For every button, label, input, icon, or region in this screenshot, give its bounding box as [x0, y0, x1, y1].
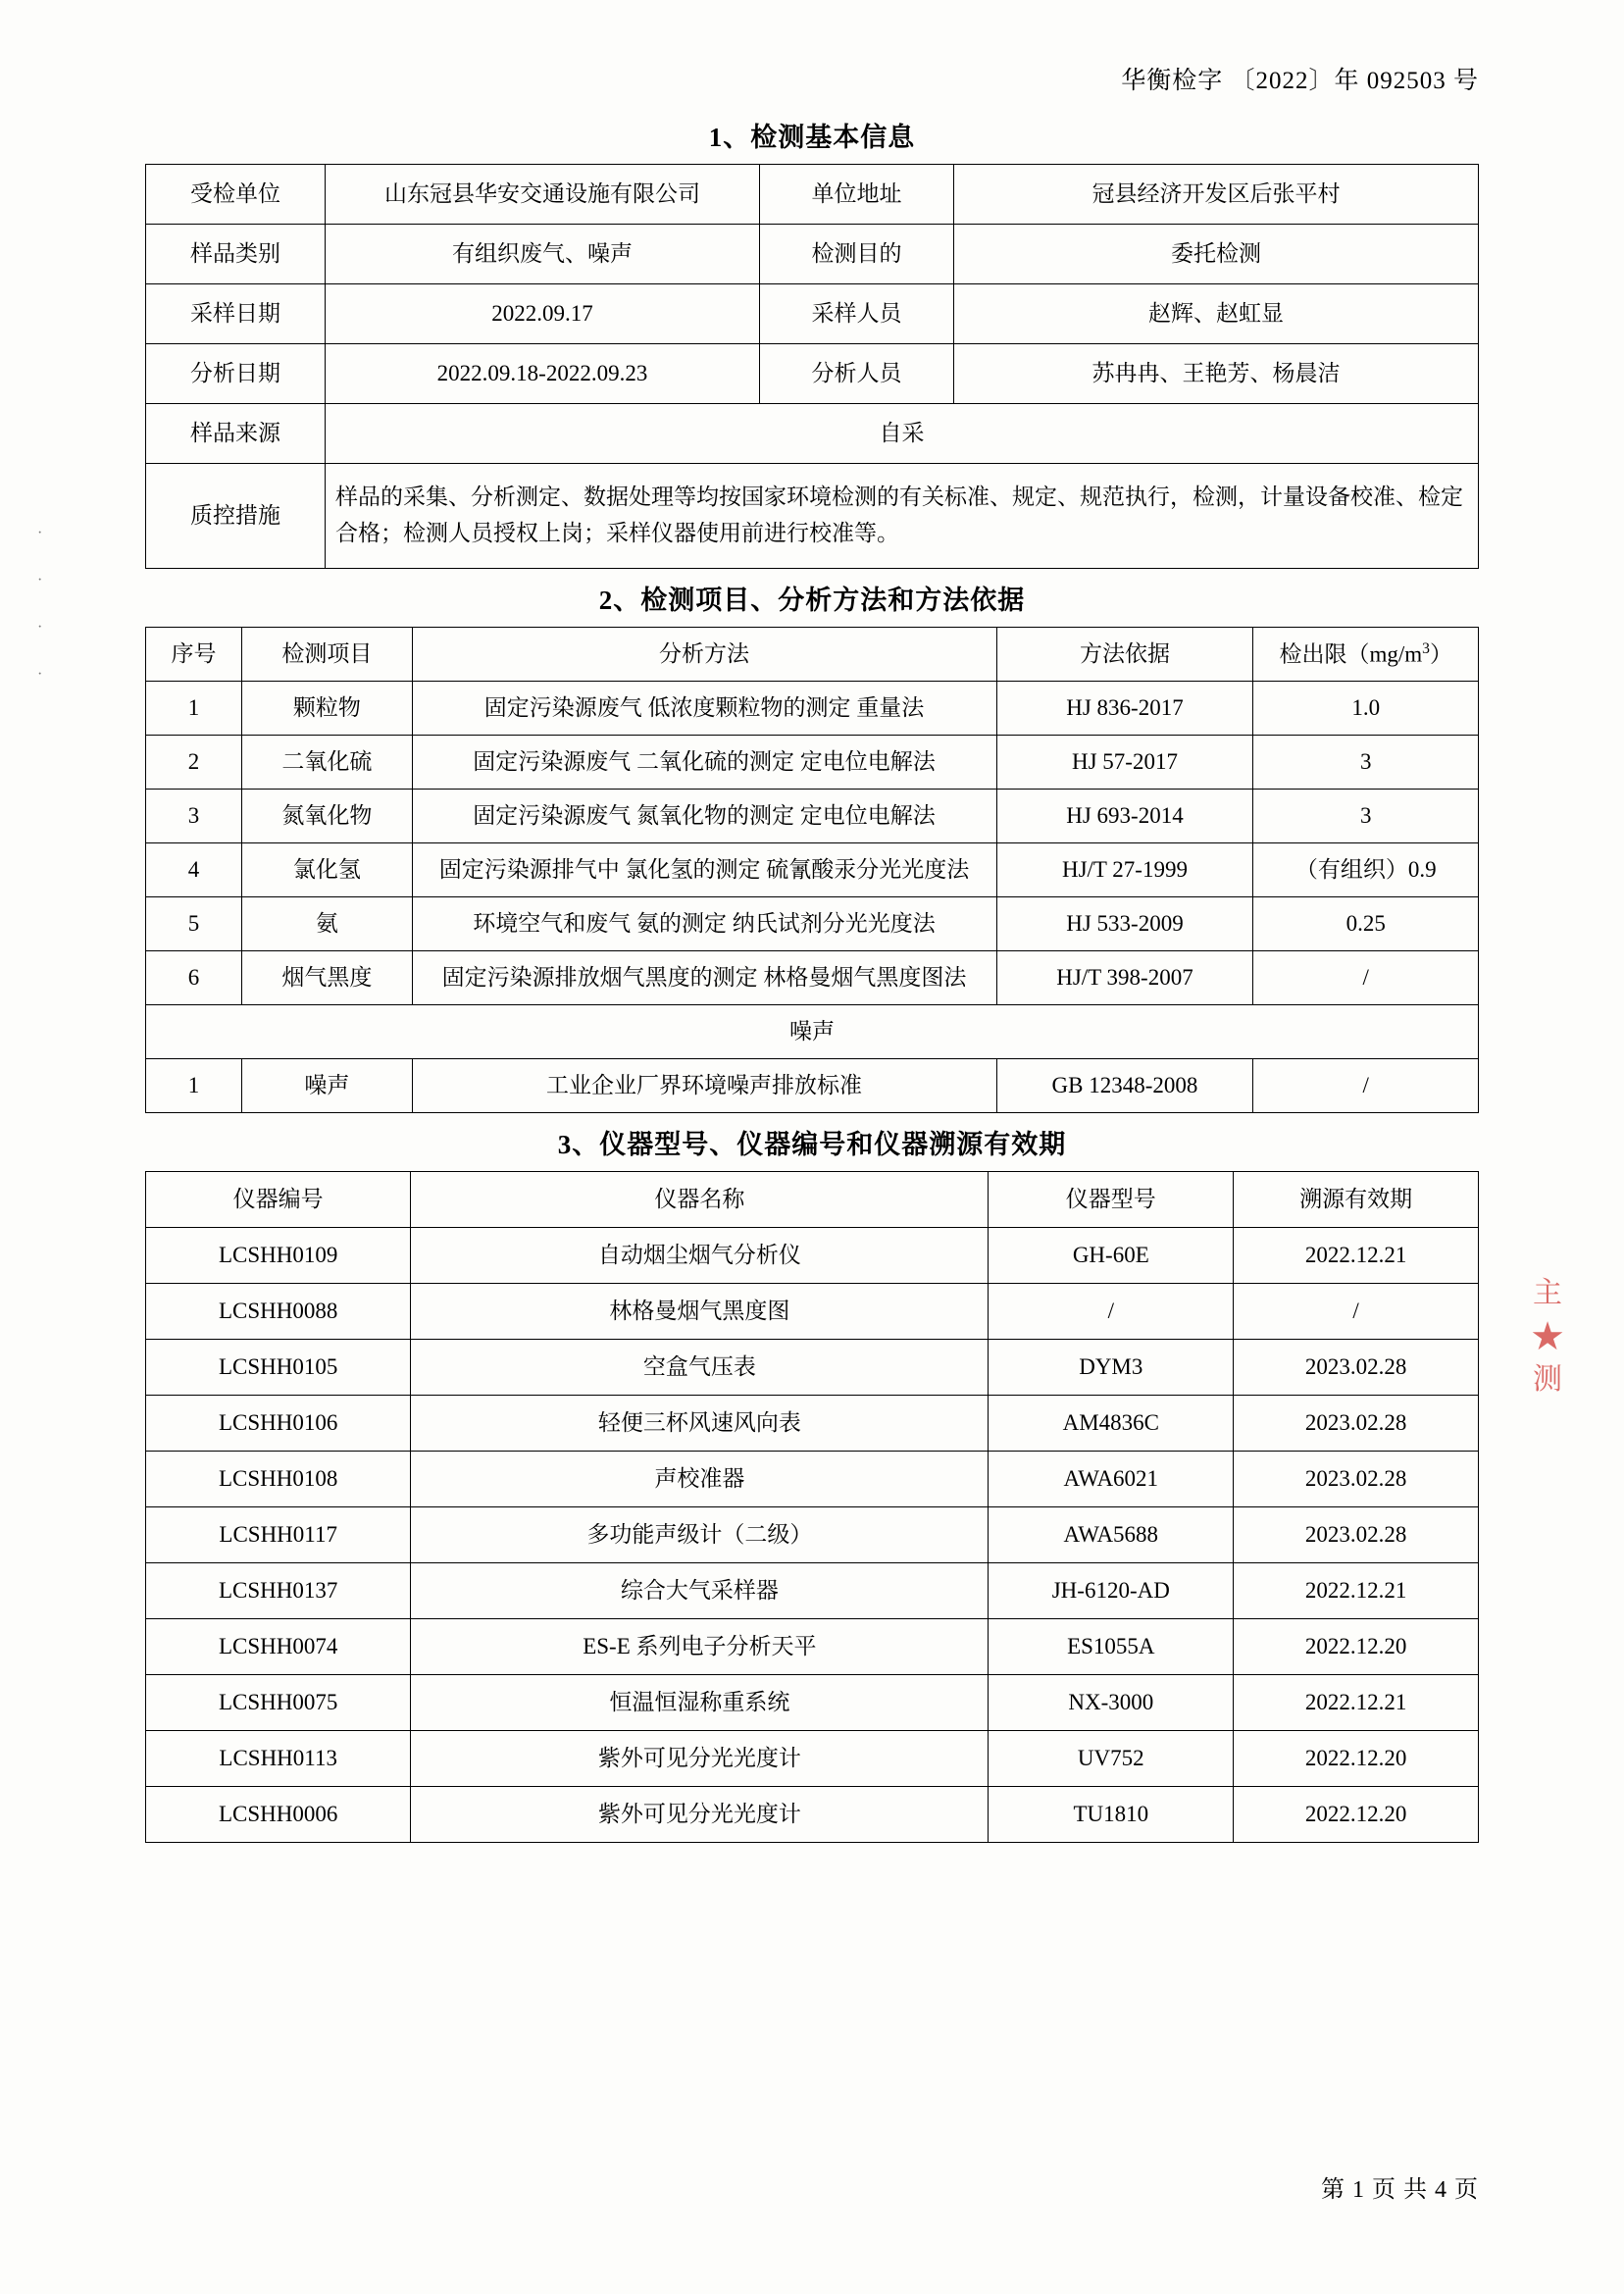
cell-instrument-valid: 2022.12.20 [1234, 1731, 1479, 1787]
table-row [146, 1563, 1479, 1619]
stamp-char-2: 测 [1533, 1362, 1562, 1396]
cell-instrument-code: LCSHH0117 [146, 1507, 411, 1563]
cell-item: 颗粒物 [242, 682, 413, 736]
cell-instrument-valid: 2023.02.28 [1234, 1396, 1479, 1452]
basic-info-table [145, 164, 1479, 569]
table-row [146, 1396, 1479, 1452]
cell-instrument-model: DYM3 [989, 1340, 1234, 1396]
cell-instrument-valid: 2022.12.21 [1234, 1675, 1479, 1731]
cell-method: 固定污染源排放烟气黑度的测定 林格曼烟气黑度图法 [412, 951, 996, 1005]
cell-instrument-code: LCSHH0088 [146, 1284, 411, 1340]
cell-method: 固定污染源废气 二氧化硫的测定 定电位电解法 [412, 736, 996, 790]
cell-instrument-valid: 2023.02.28 [1234, 1507, 1479, 1563]
edge-marks: · · · · [37, 525, 43, 683]
cell-basis: HJ 693-2014 [996, 790, 1253, 843]
cell-method: 固定污染源废气 低浓度颗粒物的测定 重量法 [412, 682, 996, 736]
cell-instrument-name: 声校准器 [411, 1452, 989, 1507]
stamp-char-1: 主 [1533, 1277, 1562, 1309]
cell-instrument-code: LCSHH0113 [146, 1731, 411, 1787]
cell-limit: 0.25 [1253, 897, 1479, 951]
table-row [146, 284, 1479, 344]
cell-instrument-name: ES-E 系列电子分析天平 [411, 1619, 989, 1675]
table-row [146, 843, 1479, 897]
inspection-stamp [1489, 1275, 1606, 1501]
cell-basis: HJ 57-2017 [996, 736, 1253, 790]
cell-instrument-name: 林格曼烟气黑度图 [411, 1284, 989, 1340]
cell-method: 环境空气和废气 氨的测定 纳氏试剂分光光度法 [412, 897, 996, 951]
table-row [146, 165, 1479, 225]
cell-instrument-model: UV752 [989, 1731, 1234, 1787]
label-sampling-staff: 采样人员 [760, 284, 954, 344]
cell-limit: / [1253, 951, 1479, 1005]
label-quality-control: 质控措施 [146, 464, 326, 569]
section-title-instruments: 3、仪器型号、仪器编号和仪器溯源有效期 [557, 1130, 1067, 1159]
table-row [146, 464, 1479, 569]
cell-basis: HJ/T 398-2007 [996, 951, 1253, 1005]
table-row [146, 897, 1479, 951]
cell-instrument-code: LCSHH0109 [146, 1228, 411, 1284]
cell-instrument-valid: / [1234, 1284, 1479, 1340]
star-icon: ★ [1530, 1313, 1565, 1358]
table-row [146, 736, 1479, 790]
header-item: 检测项目 [242, 628, 413, 682]
cell-no: 6 [146, 951, 242, 1005]
cell-limit: 3 [1253, 790, 1479, 843]
cell-limit: （有组织）0.9 [1253, 843, 1479, 897]
label-sampling-date: 采样日期 [146, 284, 326, 344]
cell-instrument-model: AWA5688 [989, 1507, 1234, 1563]
cell-basis: GB 12348-2008 [996, 1059, 1253, 1113]
header-instrument-code: 仪器编号 [146, 1172, 411, 1228]
value-purpose: 委托检测 [954, 225, 1479, 284]
cell-no: 1 [146, 1059, 242, 1113]
label-analysis-staff: 分析人员 [760, 344, 954, 404]
cell-instrument-name: 紫外可见分光光度计 [411, 1787, 989, 1843]
cell-item: 噪声 [242, 1059, 413, 1113]
cell-no: 4 [146, 843, 242, 897]
document-number: 华衡检字 〔2022〕年 092503 号 [1121, 68, 1479, 94]
cell-no: 2 [146, 736, 242, 790]
section-title-items: 2、检测项目、分析方法和方法依据 [598, 586, 1026, 615]
cell-item: 二氧化硫 [242, 736, 413, 790]
table-row [146, 1059, 1479, 1113]
header-instrument-name: 仪器名称 [411, 1172, 989, 1228]
cell-instrument-name: 紫外可见分光光度计 [411, 1731, 989, 1787]
cell-instrument-name: 自动烟尘烟气分析仪 [411, 1228, 989, 1284]
cell-instrument-valid: 2022.12.21 [1234, 1228, 1479, 1284]
table-row [146, 344, 1479, 404]
header-method: 分析方法 [412, 628, 996, 682]
cell-instrument-model: GH-60E [989, 1228, 1234, 1284]
cell-instrument-valid: 2023.02.28 [1234, 1340, 1479, 1396]
table-row [146, 1340, 1479, 1396]
label-address: 单位地址 [760, 165, 954, 225]
value-sampling-date: 2022.09.17 [326, 284, 760, 344]
table-row [146, 1675, 1479, 1731]
cell-basis: HJ/T 27-1999 [996, 843, 1253, 897]
cell-instrument-name: 空盒气压表 [411, 1340, 989, 1396]
cell-instrument-model: ES1055A [989, 1619, 1234, 1675]
label-unit: 受检单位 [146, 165, 326, 225]
header-basis: 方法依据 [996, 628, 1253, 682]
cell-instrument-model: AM4836C [989, 1396, 1234, 1452]
label-sample-type: 样品类别 [146, 225, 326, 284]
cell-instrument-code: LCSHH0137 [146, 1563, 411, 1619]
cell-instrument-code: LCSHH0075 [146, 1675, 411, 1731]
value-unit: 山东冠县华安交通设施有限公司 [326, 165, 760, 225]
table-row [146, 404, 1479, 464]
cell-item: 烟气黑度 [242, 951, 413, 1005]
cell-instrument-valid: 2022.12.20 [1234, 1619, 1479, 1675]
table-row [146, 1228, 1479, 1284]
cell-basis: HJ 836-2017 [996, 682, 1253, 736]
cell-method: 固定污染源废气 氮氧化物的测定 定电位电解法 [412, 790, 996, 843]
cell-method: 固定污染源排气中 氯化氢的测定 硫氰酸汞分光光度法 [412, 843, 996, 897]
table-group-row [146, 1005, 1479, 1059]
table-row [146, 1452, 1479, 1507]
cell-instrument-model: JH-6120-AD [989, 1563, 1234, 1619]
cell-instrument-valid: 2022.12.20 [1234, 1787, 1479, 1843]
cell-instrument-code: LCSHH0074 [146, 1619, 411, 1675]
table-header-row [146, 628, 1479, 682]
table-row [146, 1284, 1479, 1340]
table-header-row [146, 1172, 1479, 1228]
table-row [146, 951, 1479, 1005]
cell-instrument-code: LCSHH0106 [146, 1396, 411, 1452]
value-analysis-staff: 苏冉冉、王艳芳、杨晨洁 [954, 344, 1479, 404]
table-row [146, 225, 1479, 284]
cell-instrument-model: TU1810 [989, 1787, 1234, 1843]
cell-instrument-code: LCSHH0105 [146, 1340, 411, 1396]
table-row [146, 790, 1479, 843]
value-sample-type: 有组织废气、噪声 [326, 225, 760, 284]
cell-no: 5 [146, 897, 242, 951]
cell-basis: HJ 533-2009 [996, 897, 1253, 951]
group-label-noise: 噪声 [146, 1005, 1479, 1059]
header-instrument-valid: 溯源有效期 [1234, 1172, 1479, 1228]
cell-item: 氯化氢 [242, 843, 413, 897]
value-address: 冠县经济开发区后张平村 [954, 165, 1479, 225]
cell-limit: / [1253, 1059, 1479, 1113]
cell-instrument-name: 多功能声级计（二级） [411, 1507, 989, 1563]
cell-method: 工业企业厂界环境噪声排放标准 [412, 1059, 996, 1113]
table-row [146, 1787, 1479, 1843]
header-instrument-model: 仪器型号 [989, 1172, 1234, 1228]
header-no: 序号 [146, 628, 242, 682]
cell-instrument-valid: 2022.12.21 [1234, 1563, 1479, 1619]
cell-instrument-code: LCSHH0006 [146, 1787, 411, 1843]
value-sample-source: 自采 [326, 404, 1479, 464]
cell-limit: 3 [1253, 736, 1479, 790]
cell-instrument-name: 轻便三杯风速风向表 [411, 1396, 989, 1452]
header-limit: 检出限$(mg/m^3)$ [1253, 628, 1479, 682]
label-sample-source: 样品来源 [146, 404, 326, 464]
cell-item: 氮氧化物 [242, 790, 413, 843]
label-purpose: 检测目的 [760, 225, 954, 284]
table-row [146, 682, 1479, 736]
table-row [146, 1507, 1479, 1563]
cell-instrument-model: NX-3000 [989, 1675, 1234, 1731]
page-footer: 第 1 页 共 4 页 [1321, 2177, 1479, 2203]
cell-instrument-model: AWA6021 [989, 1452, 1234, 1507]
cell-instrument-code: LCSHH0108 [146, 1452, 411, 1507]
instruments-table [145, 1171, 1479, 1843]
label-analysis-date: 分析日期 [146, 344, 326, 404]
table-row [146, 1731, 1479, 1787]
value-quality-control: 样品的采集、分析测定、数据处理等均按国家环境检测的有关标准、规定、规范执行，检测，计量设备校准、检定合格；检测人员授权上岗；采样仪器使用前进行校准等。 [326, 464, 1479, 569]
table-row [146, 1619, 1479, 1675]
cell-limit: 1.0 [1253, 682, 1479, 736]
section-title-basic-info: 1、检测基本信息 [708, 123, 916, 152]
value-sampling-staff: 赵辉、赵虹显 [954, 284, 1479, 344]
cell-item: 氨 [242, 897, 413, 951]
value-analysis-date: 2022.09.18-2022.09.23 [326, 344, 760, 404]
cell-instrument-name: 恒温恒湿称重系统 [411, 1675, 989, 1731]
cell-instrument-valid: 2023.02.28 [1234, 1452, 1479, 1507]
detection-items-table [145, 627, 1479, 1113]
cell-instrument-model: / [989, 1284, 1234, 1340]
cell-instrument-name: 综合大气采样器 [411, 1563, 989, 1619]
cell-no: 1 [146, 682, 242, 736]
cell-no: 3 [146, 790, 242, 843]
